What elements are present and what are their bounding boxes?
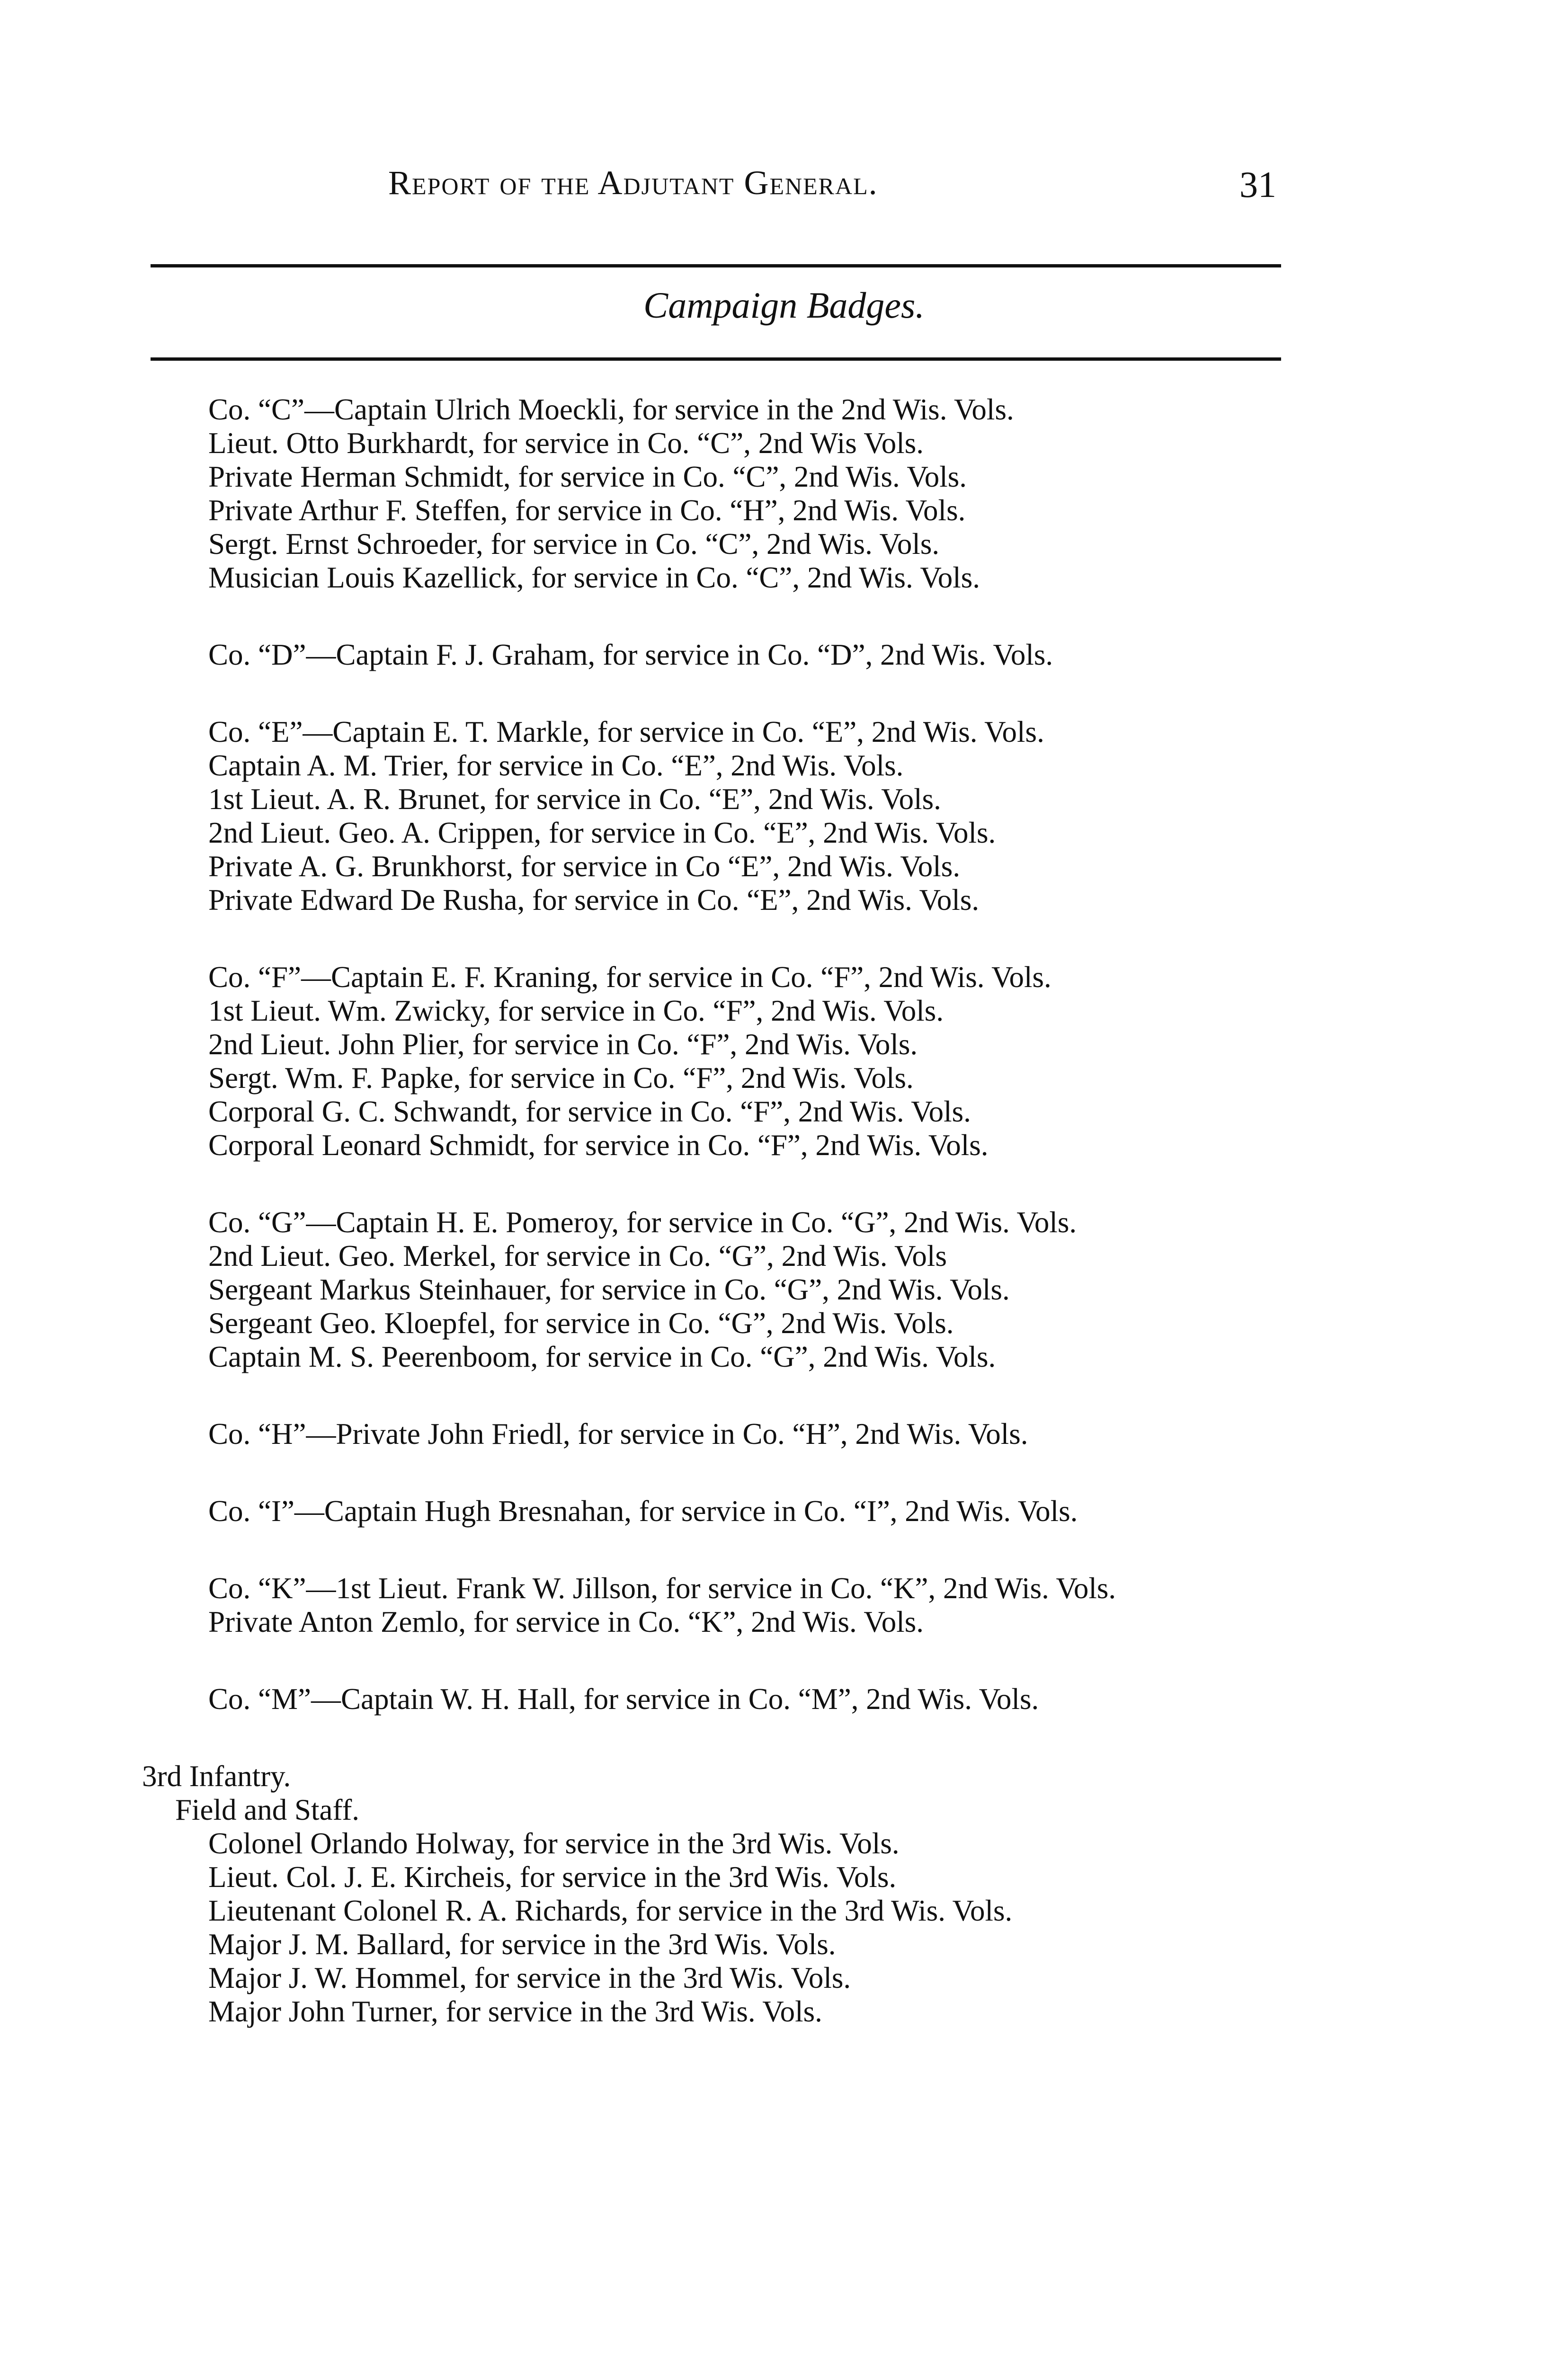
list-item: 1st Lieut. A. R. Brunet, for service in Co. “E”, 2nd Wis. Vols. xyxy=(208,783,941,816)
list-item: Major J. W. Hommel, for service in the 3rd Wis. Vols. xyxy=(208,1961,851,1994)
list-item: Co. “I”—Captain Hugh Bresnahan, for service in Co. “I”, 2nd Wis. Vols. xyxy=(208,1495,1078,1528)
list-item: 2nd Lieut. John Plier, for service in Co. “F”, 2nd Wis. Vols. xyxy=(208,1028,918,1061)
list-item: Co. “M”—Captain W. H. Hall, for service in Co. “M”, 2nd Wis. Vols. xyxy=(208,1682,1039,1716)
list-item: Colonel Orlando Holway, for service in the 3rd Wis. Vols. xyxy=(208,1827,900,1860)
list-item: Co. “K”—1st Lieut. Frank W. Jillson, for service in Co. “K”, 2nd Wis. Vols. xyxy=(208,1572,1116,1605)
list-item: Co. “D”—Captain F. J. Graham, for service in Co. “D”, 2nd Wis. Vols. xyxy=(208,638,1053,671)
list-item: Private Anton Zemlo, for service in Co. “K”, 2nd Wis. Vols. xyxy=(208,1605,924,1638)
list-item: Private Edward De Rusha, for service in Co. “E”, 2nd Wis. Vols. xyxy=(208,883,980,917)
list-item: Private Arthur F. Steffen, for service in Co. “H”, 2nd Wis. Vols. xyxy=(208,494,966,527)
company-i-group xyxy=(208,1495,1297,1528)
list-item: Co. “H”—Private John Friedl, for service in Co. “H”, 2nd Wis. Vols. xyxy=(208,1417,1028,1450)
list-item: Lieut. Otto Burkhardt, for service in Co. “C”, 2nd Wis Vols. xyxy=(208,427,924,460)
list-item: Captain M. S. Peerenboom, for service in Co. “G”, 2nd Wis. Vols. xyxy=(208,1340,996,1373)
company-d-group xyxy=(208,638,1297,672)
bottom-rule xyxy=(151,357,1281,361)
company-g-group xyxy=(208,1206,1297,1374)
list-item: Co. “G”—Captain H. E. Pomeroy, for service in Co. “G”, 2nd Wis. Vols. xyxy=(208,1206,1077,1239)
list-item: Major J. M. Ballard, for service in the 3rd Wis. Vols. xyxy=(208,1928,836,1961)
company-f-group xyxy=(208,961,1297,1162)
company-e-group xyxy=(208,715,1297,917)
field-and-staff-heading: Field and Staff. xyxy=(175,1793,360,1826)
list-item: Lieutenant Colonel R. A. Richards, for service in the 3rd Wis. Vols. xyxy=(208,1894,1013,1927)
section-title: Campaign Badges. xyxy=(643,285,925,326)
list-item: Sergt. Wm. F. Papke, for service in Co. “F”, 2nd Wis. Vols. xyxy=(208,1061,914,1095)
badge-list xyxy=(142,393,1297,2029)
list-item: 1st Lieut. Wm. Zwicky, for service in Co. “F”, 2nd Wis. Vols. xyxy=(208,994,944,1027)
list-item: Co. “C”—Captain Ulrich Moeckli, for service in the 2nd Wis. Vols. xyxy=(208,393,1014,426)
company-m-group xyxy=(208,1682,1297,1716)
regiment-heading: 3rd Infantry. xyxy=(142,1760,291,1793)
list-item: Corporal Leonard Schmidt, for service in Co. “F”, 2nd Wis. Vols. xyxy=(208,1129,989,1162)
list-item: Lieut. Col. J. E. Kircheis, for service in the 3rd Wis. Vols. xyxy=(208,1860,897,1894)
list-item: Sergt. Ernst Schroeder, for service in Co. “C”, 2nd Wis. Vols. xyxy=(208,527,940,561)
page-number: 31 xyxy=(1239,164,1276,205)
running-head: Report of the Adjutant General. xyxy=(388,164,878,202)
top-rule xyxy=(151,264,1281,267)
list-item: 2nd Lieut. Geo. A. Crippen, for service in Co. “E”, 2nd Wis. Vols. xyxy=(208,816,996,849)
list-item: Sergeant Markus Steinhauer, for service in Co. “G”, 2nd Wis. Vols. xyxy=(208,1273,1010,1306)
list-item: Corporal G. C. Schwandt, for service in Co. “F”, 2nd Wis. Vols. xyxy=(208,1095,971,1128)
list-item: Captain A. M. Trier, for service in Co. “E”, 2nd Wis. Vols. xyxy=(208,749,904,782)
list-item: Co. “E”—Captain E. T. Markle, for service in Co. “E”, 2nd Wis. Vols. xyxy=(208,715,1044,748)
list-item: Private A. G. Brunkhorst, for service in Co “E”, 2nd Wis. Vols. xyxy=(208,850,961,883)
list-item: Musician Louis Kazellick, for service in Co. “C”, 2nd Wis. Vols. xyxy=(208,561,980,594)
list-item: Sergeant Geo. Kloepfel, for service in Co. “G”, 2nd Wis. Vols. xyxy=(208,1307,954,1340)
list-item: Major John Turner, for service in the 3rd Wis. Vols. xyxy=(208,1995,822,2028)
company-h-group xyxy=(208,1417,1297,1451)
list-item: 2nd Lieut. Geo. Merkel, for service in Co. “G”, 2nd Wis. Vols xyxy=(208,1239,947,1272)
company-c-group xyxy=(208,393,1297,595)
list-item: Private Herman Schmidt, for service in Co. “C”, 2nd Wis. Vols. xyxy=(208,460,967,493)
company-k-group xyxy=(208,1572,1297,1639)
list-item: Co. “F”—Captain E. F. Kraning, for service in Co. “F”, 2nd Wis. Vols. xyxy=(208,961,1051,994)
